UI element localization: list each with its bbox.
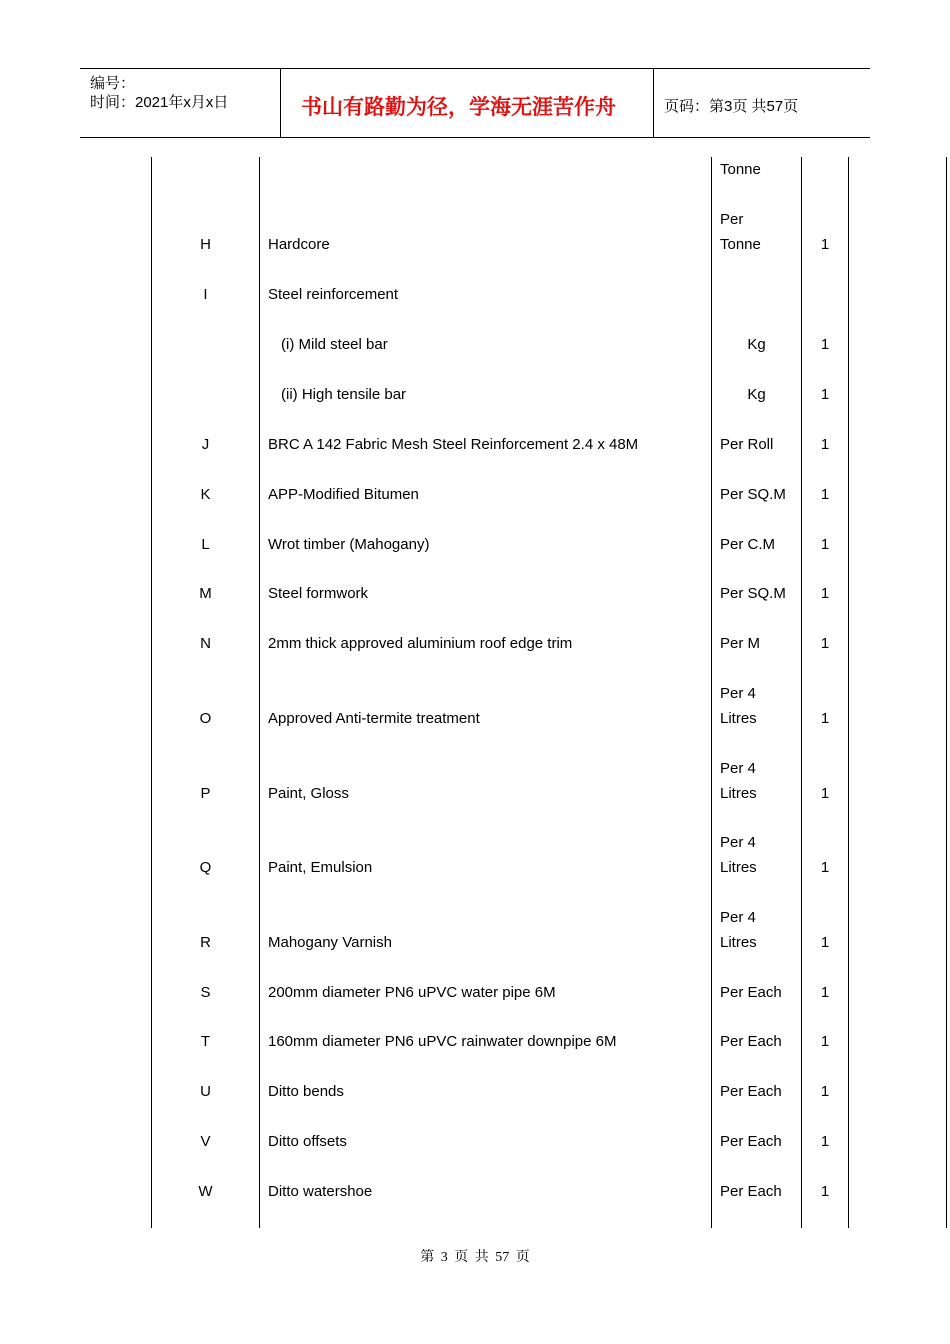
item-code: T bbox=[200, 1033, 211, 1050]
item-code: Q bbox=[199, 859, 212, 876]
quantity-cell: 1 bbox=[820, 386, 830, 403]
item-description: 200mm diameter PN6 uPVC water pipe 6M bbox=[268, 984, 556, 1001]
item-code: R bbox=[200, 934, 211, 951]
quantity-cell: 1 bbox=[820, 1083, 830, 1100]
table-divider-code bbox=[259, 157, 260, 1228]
item-description: BRC A 142 Fabric Mesh Steel Reinforcement 2.4 x 48M bbox=[268, 436, 639, 453]
table-border-left bbox=[151, 157, 152, 1228]
header-motto-cell bbox=[281, 69, 654, 137]
table-divider-qty bbox=[848, 157, 849, 1228]
quantity-cell: 1 bbox=[820, 486, 830, 503]
unit-cell: Per bbox=[720, 211, 744, 228]
page-header bbox=[80, 68, 870, 138]
item-code: J bbox=[201, 436, 210, 453]
unit-cell: Litres bbox=[720, 710, 757, 727]
unit-cell: Per 4 bbox=[720, 760, 756, 777]
unit-cell: Per M bbox=[720, 635, 761, 652]
item-code: K bbox=[200, 486, 211, 503]
unit-cell: Kg bbox=[747, 386, 766, 403]
unit-cell: Per Roll bbox=[720, 436, 774, 453]
item-description: Mahogany Varnish bbox=[268, 934, 392, 951]
document-time-label: 时间：2021年x月x日 bbox=[90, 94, 229, 111]
unit-cell: Per Each bbox=[720, 1133, 782, 1150]
item-code: I bbox=[203, 286, 208, 303]
item-code: V bbox=[200, 1133, 211, 1150]
item-description: Approved Anti-termite treatment bbox=[268, 710, 480, 727]
item-code: U bbox=[200, 1083, 211, 1100]
unit-cell: Per SQ.M bbox=[720, 486, 786, 503]
item-code: N bbox=[200, 635, 211, 652]
item-description: (ii) High tensile bar bbox=[281, 386, 407, 403]
quantity-cell: 1 bbox=[820, 635, 830, 652]
header-page-info: 页码：第3页 共57页 bbox=[664, 98, 799, 115]
quantity-cell: 1 bbox=[820, 1033, 830, 1050]
item-description: Steel reinforcement bbox=[268, 286, 399, 303]
item-code: P bbox=[200, 785, 211, 802]
item-code: W bbox=[198, 1183, 213, 1200]
unit-cell: Per Each bbox=[720, 984, 782, 1001]
item-description: 2mm thick approved aluminium roof edge trim bbox=[268, 635, 573, 652]
item-description: APP-Modified Bitumen bbox=[268, 486, 419, 503]
item-description: Paint, Emulsion bbox=[268, 859, 373, 876]
document-code-label: 编号： bbox=[90, 75, 136, 92]
item-code: M bbox=[199, 585, 212, 602]
table-divider-desc bbox=[711, 157, 712, 1228]
item-description: Ditto offsets bbox=[268, 1133, 347, 1150]
quantity-cell: 1 bbox=[820, 536, 830, 553]
item-code: O bbox=[199, 710, 212, 727]
quantity-cell: 1 bbox=[820, 785, 830, 802]
item-description: Steel formwork bbox=[268, 585, 369, 602]
header-motto: 书山有路勤为径，学海无涯苦作舟 bbox=[301, 94, 616, 119]
item-description: (i) Mild steel bar bbox=[281, 336, 388, 353]
header-meta-cell bbox=[80, 69, 281, 137]
quantity-cell: 1 bbox=[820, 585, 830, 602]
item-description: Hardcore bbox=[268, 236, 330, 253]
unit-cell: Tonne bbox=[720, 161, 761, 178]
unit-cell: Per Each bbox=[720, 1083, 782, 1100]
unit-cell: Per Each bbox=[720, 1183, 782, 1200]
page-footer: 第 3 页 共 57 页 bbox=[420, 1250, 530, 1265]
quantity-cell: 1 bbox=[820, 984, 830, 1001]
quantity-cell: 1 bbox=[820, 336, 830, 353]
item-description: Paint, Gloss bbox=[268, 785, 349, 802]
unit-cell: Kg bbox=[747, 336, 766, 353]
item-description: 160mm diameter PN6 uPVC rainwater downpipe 6M bbox=[268, 1033, 617, 1050]
unit-cell: Per SQ.M bbox=[720, 585, 786, 602]
item-description: Ditto bends bbox=[268, 1083, 344, 1100]
item-description: Ditto watershoe bbox=[268, 1183, 373, 1200]
unit-cell: Tonne bbox=[720, 236, 761, 253]
item-code: L bbox=[201, 536, 210, 553]
quantity-cell: 1 bbox=[820, 859, 830, 876]
quantity-cell: 1 bbox=[820, 436, 830, 453]
unit-cell: Litres bbox=[720, 785, 757, 802]
item-description: Wrot timber (Mahogany) bbox=[268, 536, 430, 553]
unit-cell: Per 4 bbox=[720, 909, 756, 926]
quantity-cell: 1 bbox=[820, 710, 830, 727]
table-border-right bbox=[946, 157, 947, 1228]
item-code: H bbox=[200, 236, 211, 253]
unit-cell: Per C.M bbox=[720, 536, 776, 553]
unit-cell: Per Each bbox=[720, 1033, 782, 1050]
item-code: S bbox=[200, 984, 211, 1001]
quantity-cell: 1 bbox=[820, 236, 830, 253]
unit-cell: Litres bbox=[720, 934, 757, 951]
unit-cell: Per 4 bbox=[720, 685, 756, 702]
header-page-cell bbox=[654, 69, 870, 137]
quantity-cell: 1 bbox=[820, 934, 830, 951]
table-divider-unit bbox=[801, 157, 802, 1228]
unit-cell: Per 4 bbox=[720, 834, 756, 851]
quantity-cell: 1 bbox=[820, 1133, 830, 1150]
materials-table bbox=[0, 157, 950, 1228]
quantity-cell: 1 bbox=[820, 1183, 830, 1200]
unit-cell: Litres bbox=[720, 859, 757, 876]
